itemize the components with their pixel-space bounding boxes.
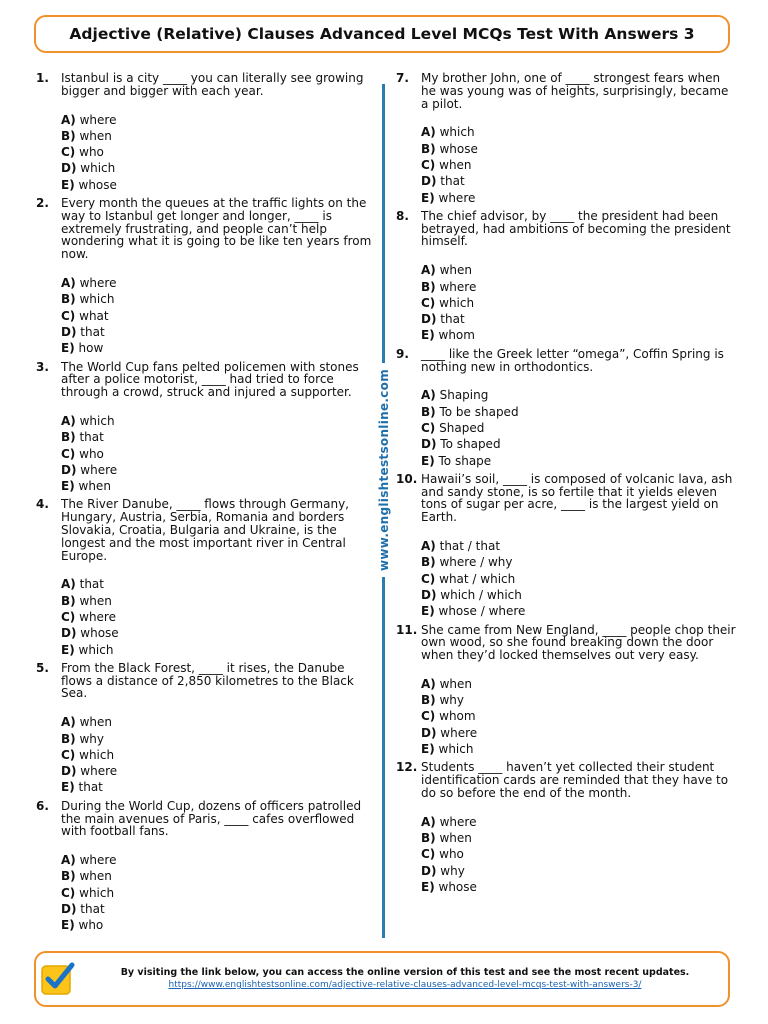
- option-letter: D): [61, 462, 77, 477]
- option-text: when: [79, 715, 113, 730]
- question-item: [36, 662, 376, 796]
- option-letter: C): [421, 295, 436, 310]
- option-letter: D): [61, 626, 77, 641]
- option-text: that: [440, 312, 465, 327]
- answer-option: [61, 478, 376, 494]
- option-text: where: [79, 610, 116, 624]
- option-letter: A): [61, 276, 76, 291]
- option-letter: C): [61, 446, 76, 461]
- answer-option: [421, 387, 736, 403]
- option-letter: A): [421, 125, 436, 140]
- option-text: how: [78, 341, 104, 356]
- answer-option: [61, 852, 376, 868]
- option-text: that: [440, 174, 465, 189]
- question-number: 4.: [36, 497, 49, 512]
- answer-option: [61, 128, 376, 144]
- question-item: [36, 72, 376, 193]
- option-text: what / which: [439, 571, 516, 586]
- answer-option: [61, 593, 376, 609]
- option-letter: A): [61, 853, 76, 868]
- answer-option: [61, 144, 376, 160]
- footer-message: By visiting the link below, you can access the online version of this test and see the most recent updates.: [120, 967, 690, 978]
- option-letter: D): [61, 161, 77, 176]
- option-text: when: [78, 479, 111, 494]
- site-watermark: www.englishtestsonline.com: [377, 363, 391, 577]
- question-item: [36, 197, 376, 356]
- question-text: Students ____ haven’t yet collected their student identification cards are reminded that they have to do so before the end of the month.: [421, 760, 729, 800]
- option-letter: A): [421, 263, 436, 278]
- answer-option: [421, 879, 736, 895]
- option-text: whose: [439, 141, 478, 156]
- answer-option: [421, 157, 736, 173]
- option-letter: D): [421, 437, 437, 452]
- option-text: where: [79, 112, 117, 127]
- option-text: when: [439, 263, 473, 278]
- footer-text: [96, 967, 714, 991]
- answer-option: [61, 160, 376, 176]
- option-letter: A): [61, 715, 76, 730]
- question-item: [396, 624, 736, 758]
- answer-option: [421, 124, 736, 140]
- option-text: which: [79, 885, 115, 900]
- answer-options: [421, 262, 736, 343]
- option-text: which / which: [440, 587, 522, 602]
- option-letter: C): [61, 610, 76, 624]
- answer-option: [61, 340, 376, 356]
- question-number: 1.: [36, 71, 49, 85]
- option-letter: E): [421, 453, 435, 468]
- answer-option: [61, 885, 376, 901]
- answer-option: [421, 279, 736, 295]
- option-letter: C): [61, 885, 76, 900]
- option-letter: E): [61, 780, 75, 795]
- answer-option: [61, 462, 376, 478]
- answer-option: [421, 554, 736, 570]
- questions-column-right: [396, 72, 736, 899]
- question-text: The World Cup fans pelted policemen with stones after a police motorist, ____ had tried to force through a crowd, struck and injured a supporter.: [61, 359, 359, 400]
- option-letter: E): [61, 918, 75, 933]
- answer-option: [421, 830, 736, 846]
- option-text: that: [79, 430, 104, 445]
- answer-options: [61, 576, 376, 657]
- option-letter: B): [421, 141, 436, 156]
- question-item: [396, 72, 736, 206]
- question-number: 11.: [396, 622, 418, 637]
- option-letter: A): [61, 413, 76, 428]
- option-text: which: [79, 747, 115, 762]
- question-number: 2.: [36, 196, 49, 211]
- answer-option: [61, 917, 376, 933]
- answer-option: [421, 173, 736, 189]
- question-text: My brother John, one of ____ strongest fears when he was young was of heights, surprisingly, became a pilot.: [421, 71, 729, 111]
- option-letter: E): [421, 879, 435, 894]
- option-letter: B): [61, 430, 76, 445]
- answer-option: [421, 538, 736, 554]
- question-item: [36, 800, 376, 934]
- option-letter: B): [421, 693, 436, 708]
- option-text: when: [79, 869, 112, 884]
- question-text: The chief advisor, by ____ the president had been betrayed, had ambitions of becoming the president himself.: [421, 208, 731, 249]
- answer-option: [421, 295, 736, 311]
- question-text: The River Danube, ____ flows through Germany, Hungary, Austria, Serbia, Romania and borders Slovakia, Croatia, Bulgaria and Ukraine, is the longest and the most important river in Central Europe.: [61, 497, 349, 563]
- option-text: why: [440, 863, 465, 878]
- option-text: who: [79, 446, 104, 461]
- answer-options: [61, 275, 376, 356]
- option-text: when: [79, 593, 112, 608]
- option-text: where / why: [439, 555, 513, 570]
- option-letter: B): [61, 731, 76, 746]
- option-text: that: [80, 324, 105, 339]
- option-letter: E): [61, 479, 75, 494]
- answer-option: [421, 436, 736, 452]
- option-text: when: [439, 676, 473, 691]
- question-number: 8.: [396, 208, 409, 223]
- question-number: 10.: [396, 471, 418, 486]
- option-letter: C): [61, 308, 76, 323]
- answer-option: [61, 763, 376, 779]
- answer-option: [61, 308, 376, 324]
- answer-option: [421, 453, 736, 469]
- option-letter: D): [61, 324, 77, 339]
- question-text: ____ like the Greek letter “omega”, Coffin Spring is nothing new in orthodontics.: [421, 346, 724, 374]
- answer-options: [61, 852, 376, 933]
- answer-option: [61, 901, 376, 917]
- question-item: [36, 361, 376, 495]
- option-text: Shaping: [439, 388, 489, 403]
- question-item: [396, 210, 736, 344]
- option-text: where: [438, 190, 476, 205]
- answer-option: [61, 112, 376, 128]
- option-letter: A): [61, 577, 76, 592]
- answer-option: [61, 324, 376, 340]
- option-text: what: [79, 308, 109, 323]
- option-text: that: [80, 902, 105, 917]
- option-text: To shaped: [440, 437, 501, 452]
- question-number: 9.: [396, 346, 409, 361]
- option-text: where: [79, 853, 117, 868]
- title-box: [34, 15, 730, 53]
- question-item: [396, 473, 736, 620]
- question-item: [396, 761, 736, 895]
- option-text: To shape: [438, 453, 492, 468]
- option-text: where: [80, 764, 118, 779]
- answer-option: [421, 692, 736, 708]
- question-item: [396, 348, 736, 469]
- footer-link[interactable]: https://www.englishtestsonline.com/adjective-relative-clauses-advanced-level-mcqs-test-with-answers-3/: [168, 980, 642, 990]
- question-number: 3.: [36, 359, 49, 374]
- question-item: [36, 498, 376, 657]
- option-text: whom: [438, 328, 475, 343]
- option-letter: E): [61, 642, 75, 657]
- answer-option: [61, 177, 376, 193]
- option-text: that: [79, 577, 104, 592]
- answer-options: [61, 714, 376, 795]
- option-text: that / that: [439, 539, 501, 554]
- option-letter: E): [421, 328, 435, 343]
- answer-option: [61, 625, 376, 641]
- option-text: Shaped: [439, 420, 485, 435]
- answer-option: [61, 642, 376, 658]
- option-text: which: [439, 295, 475, 310]
- option-text: whose: [78, 177, 117, 192]
- option-letter: A): [421, 814, 436, 829]
- option-letter: D): [421, 587, 437, 602]
- option-letter: D): [421, 863, 437, 878]
- answer-options: [421, 124, 736, 205]
- option-letter: C): [421, 571, 436, 586]
- answer-option: [421, 311, 736, 327]
- question-number: 7.: [396, 71, 409, 85]
- answer-option: [421, 676, 736, 692]
- option-letter: B): [421, 279, 436, 294]
- answer-option: [61, 868, 376, 884]
- answer-option: [421, 190, 736, 206]
- answer-option: [421, 863, 736, 879]
- option-text: which: [438, 742, 474, 757]
- page-title: Adjective (Relative) Clauses Advanced Level MCQs Test With Answers 3: [69, 25, 695, 43]
- option-letter: D): [421, 725, 437, 740]
- option-text: when: [439, 831, 472, 846]
- option-text: which: [79, 292, 115, 307]
- option-text: where: [440, 725, 478, 740]
- option-text: whose: [80, 626, 119, 641]
- option-text: whom: [439, 709, 476, 724]
- option-letter: D): [61, 764, 77, 779]
- option-letter: A): [421, 676, 436, 691]
- option-letter: E): [421, 742, 435, 757]
- answer-option: [61, 429, 376, 445]
- option-letter: E): [421, 604, 435, 619]
- option-letter: B): [61, 593, 76, 608]
- option-text: where: [439, 814, 477, 829]
- option-text: where: [80, 462, 118, 477]
- option-text: that: [78, 780, 103, 795]
- option-text: who: [439, 847, 464, 862]
- answer-option: [421, 725, 736, 741]
- option-text: where: [439, 279, 477, 294]
- answer-option: [61, 609, 376, 625]
- option-letter: B): [61, 869, 76, 884]
- checkbox-check-icon: [39, 961, 75, 997]
- option-text: which: [439, 125, 475, 140]
- option-text: whose / where: [438, 604, 526, 619]
- option-letter: B): [421, 404, 436, 419]
- question-text: Every month the queues at the traffic lights on the way to Istanbul get longer and longer, ____ is extremely frustrating, and people can’t help wondering what it is going to be like ten years from now.: [61, 196, 372, 262]
- question-text: Istanbul is a city ____ you can literally see growing bigger and bigger with each year.: [61, 71, 364, 98]
- option-letter: C): [61, 747, 76, 762]
- option-letter: B): [421, 831, 436, 846]
- answer-option: [61, 446, 376, 462]
- option-text: which: [79, 413, 115, 428]
- option-text: why: [439, 693, 464, 708]
- answer-options: [421, 676, 736, 757]
- option-letter: C): [421, 847, 436, 862]
- option-letter: E): [61, 177, 75, 192]
- option-text: who: [79, 145, 104, 160]
- option-text: when: [79, 128, 112, 143]
- answer-option: [421, 603, 736, 619]
- answer-options: [421, 538, 736, 619]
- footer-box: [34, 951, 730, 1007]
- option-text: whose: [438, 879, 477, 894]
- option-letter: D): [421, 312, 437, 327]
- option-text: when: [439, 157, 472, 172]
- answer-options: [61, 112, 376, 193]
- option-letter: C): [61, 145, 76, 160]
- answer-option: [61, 576, 376, 592]
- answer-option: [61, 714, 376, 730]
- answer-option: [421, 420, 736, 436]
- option-letter: D): [61, 902, 77, 917]
- option-letter: B): [61, 292, 76, 307]
- answer-option: [61, 747, 376, 763]
- option-letter: A): [421, 388, 436, 403]
- answer-option: [421, 708, 736, 724]
- question-text: From the Black Forest, ____ it rises, the Danube flows a distance of 2,850 kilometres to the Black Sea.: [61, 660, 354, 701]
- answer-options: [61, 413, 376, 494]
- answer-option: [421, 404, 736, 420]
- answer-option: [421, 141, 736, 157]
- option-letter: E): [61, 341, 75, 356]
- option-letter: D): [421, 174, 437, 189]
- answer-option: [61, 291, 376, 307]
- answer-option: [61, 413, 376, 429]
- option-text: which: [78, 642, 114, 657]
- option-letter: B): [61, 128, 76, 143]
- answer-option: [61, 731, 376, 747]
- answer-option: [421, 587, 736, 603]
- answer-option: [421, 741, 736, 757]
- answer-option: [61, 275, 376, 291]
- answer-options: [421, 387, 736, 468]
- option-letter: C): [421, 709, 436, 724]
- question-text: During the World Cup, dozens of officers patrolled the main avenues of Paris, ____ cafes overflowed with football fans.: [61, 798, 362, 839]
- option-letter: B): [421, 555, 436, 570]
- option-letter: A): [61, 112, 76, 127]
- option-text: To be shaped: [439, 404, 519, 419]
- option-letter: C): [421, 157, 436, 172]
- answer-option: [421, 327, 736, 343]
- answer-option: [421, 262, 736, 278]
- questions-column-left: [36, 72, 376, 938]
- option-letter: A): [421, 539, 436, 554]
- question-number: 12.: [396, 760, 418, 775]
- option-letter: E): [421, 190, 435, 205]
- option-text: where: [79, 276, 117, 291]
- answer-option: [421, 846, 736, 862]
- answer-options: [421, 814, 736, 895]
- option-text: why: [79, 731, 104, 746]
- answer-option: [421, 814, 736, 830]
- question-number: 6.: [36, 798, 49, 813]
- answer-option: [421, 571, 736, 587]
- option-letter: C): [421, 420, 436, 435]
- question-text: Hawaii’s soil, ____ is composed of volcanic lava, ash and sandy stone, is so fertile that it yields eleven tons of sugar per acre, ____ is the largest yield on Earth.: [421, 471, 733, 525]
- question-text: She came from New England, ____ people chop their own wood, so she found breaking down the door when they’d locked themselves out very easy.: [421, 622, 736, 663]
- option-text: which: [80, 161, 116, 176]
- option-text: who: [78, 918, 104, 933]
- answer-option: [61, 779, 376, 795]
- question-number: 5.: [36, 660, 49, 675]
